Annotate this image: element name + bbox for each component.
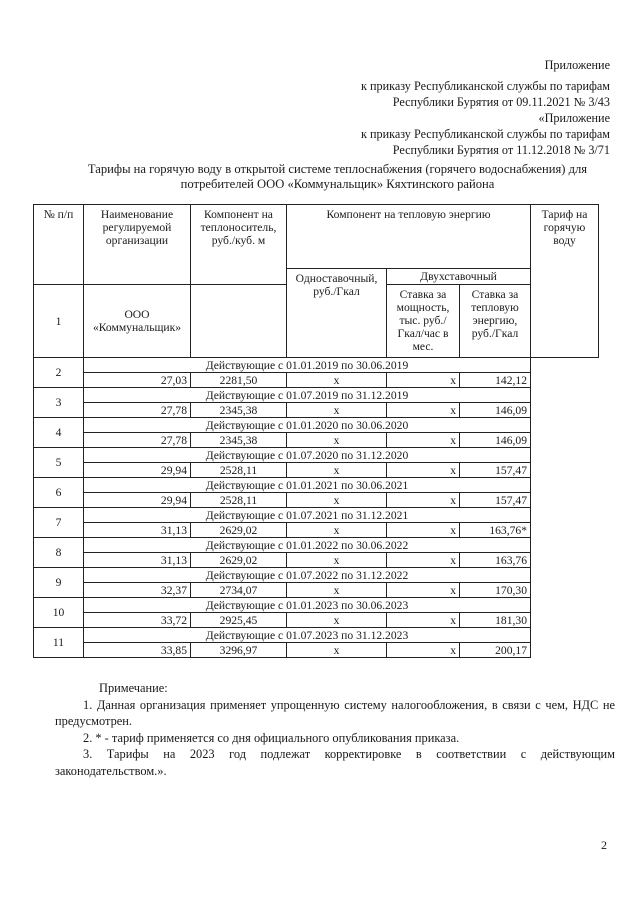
- period-label: Действующие с 01.01.2020 по 30.06.2020: [84, 418, 531, 433]
- power-rate-value: x: [287, 523, 387, 538]
- header-double: Двухставочный: [387, 269, 531, 285]
- single-rate-value: 2528,11: [191, 463, 287, 478]
- single-rate-value: 2345,38: [191, 403, 287, 418]
- row-number: 4: [34, 418, 84, 448]
- single-rate-value: 2734,07: [191, 583, 287, 598]
- period-row: [34, 448, 599, 463]
- notes-label: Примечание:: [99, 681, 168, 695]
- header-num: № п/п: [34, 205, 84, 285]
- notes-section: [55, 680, 615, 779]
- tariff-value: 157,47: [460, 493, 531, 508]
- header-line: Приложение: [544, 58, 610, 72]
- header-line: «Приложение: [538, 111, 610, 125]
- table-body: [34, 358, 599, 658]
- row-number: 8: [34, 538, 84, 568]
- period-row: [34, 508, 599, 523]
- row-number: 9: [34, 568, 84, 598]
- carrier-value: 29,94: [84, 463, 191, 478]
- power-rate-value: x: [287, 463, 387, 478]
- document-title: Тарифы на горячую воду в открытой системе теплоснабжения (горячего водоснабжения) для потребителей ООО «Коммунальщик» Кяхтинского района: [87, 162, 588, 191]
- tariff-value: 157,47: [460, 463, 531, 478]
- period-label: Действующие с 01.01.2021 по 30.06.2021: [84, 478, 531, 493]
- carrier-value: 27,78: [84, 403, 191, 418]
- single-rate-value: 2629,02: [191, 523, 287, 538]
- carrier-value: 31,13: [84, 553, 191, 568]
- single-rate-value: 2925,45: [191, 613, 287, 628]
- header-line: Республики Бурятия от 11.12.2018 № 3/71: [392, 143, 610, 157]
- note-item: 2. * - тариф применяется со дня официального опубликования приказа.: [83, 730, 460, 745]
- table-header-row: [34, 205, 599, 269]
- period-row: [34, 598, 599, 613]
- heat-rate-value: x: [387, 373, 460, 388]
- period-label: Действующие с 01.07.2019 по 31.12.2019: [84, 388, 531, 403]
- period-label: Действующие с 01.07.2023 по 31.12.2023: [84, 628, 531, 643]
- period-row: [34, 358, 599, 373]
- period-row: [34, 568, 599, 583]
- period-row: [34, 478, 599, 493]
- single-rate-value: 2629,02: [191, 553, 287, 568]
- page-number: 2: [601, 838, 607, 852]
- row-number: 11: [34, 628, 84, 658]
- tariff-value: 163,76*: [460, 523, 531, 538]
- power-rate-value: x: [287, 643, 387, 658]
- single-rate-value: 2345,38: [191, 433, 287, 448]
- tariff-value: 181,30: [460, 613, 531, 628]
- carrier-value: 33,85: [84, 643, 191, 658]
- tariff-value: 163,76: [460, 553, 531, 568]
- carrier-value: 27,03: [84, 373, 191, 388]
- power-rate-value: x: [287, 433, 387, 448]
- tariff-value: 142,12: [460, 373, 531, 388]
- table-row: [34, 553, 599, 568]
- row-number: 2: [34, 358, 84, 388]
- period-label: Действующие с 01.07.2020 по 31.12.2020: [84, 448, 531, 463]
- table-row: [34, 433, 599, 448]
- heat-rate-value: x: [387, 493, 460, 508]
- row-number: 5: [34, 448, 84, 478]
- heat-rate-value: x: [387, 583, 460, 598]
- single-rate-value: 2528,11: [191, 493, 287, 508]
- table-row: [34, 613, 599, 628]
- row-number: 7: [34, 508, 84, 538]
- single-rate-value: 3296,97: [191, 643, 287, 658]
- power-rate-value: x: [287, 373, 387, 388]
- single-rate-value: 2281,50: [191, 373, 287, 388]
- period-label: Действующие с 01.07.2022 по 31.12.2022: [84, 568, 531, 583]
- table-row: [34, 373, 599, 388]
- header-energy: Компонент на тепловую энергию: [287, 205, 531, 269]
- carrier-value: 31,13: [84, 523, 191, 538]
- period-label: Действующие с 01.01.2022 по 30.06.2022: [84, 538, 531, 553]
- note-item: 3. Тарифы на 2023 год подлежат корректировке в соответствии с действующим законодательством.».: [55, 747, 615, 778]
- tariff-table: [33, 204, 599, 658]
- heat-rate-value: x: [387, 523, 460, 538]
- tariff-value: 146,09: [460, 403, 531, 418]
- period-label: Действующие с 01.07.2021 по 31.12.2021: [84, 508, 531, 523]
- power-rate-value: x: [287, 553, 387, 568]
- carrier-value: 29,94: [84, 493, 191, 508]
- header-heat: Ставка за тепловую энергию, руб./Гкал: [460, 285, 531, 358]
- carrier-value: 32,37: [84, 583, 191, 598]
- header-line: к приказу Республиканской службы по тарифам: [361, 79, 610, 93]
- row-number: 3: [34, 388, 84, 418]
- org-name-cell: ООО «Коммунальщик»: [84, 285, 191, 358]
- heat-rate-value: x: [387, 613, 460, 628]
- header-org: Наименование регулируемой организации: [84, 205, 191, 285]
- period-row: [34, 388, 599, 403]
- heat-rate-value: x: [387, 643, 460, 658]
- first-row-num: 1: [34, 285, 84, 358]
- power-rate-value: x: [287, 403, 387, 418]
- header-line: к приказу Республиканской службы по тарифам: [361, 127, 610, 141]
- power-rate-value: x: [287, 583, 387, 598]
- power-rate-value: x: [287, 613, 387, 628]
- header-line: Республики Бурятия от 09.11.2021 № 3/43: [392, 95, 610, 109]
- table-row: [34, 403, 599, 418]
- table-row: [34, 523, 599, 538]
- row-number: 6: [34, 478, 84, 508]
- table-row: [34, 493, 599, 508]
- heat-rate-value: x: [387, 553, 460, 568]
- carrier-value: 27,78: [84, 433, 191, 448]
- heat-rate-value: x: [387, 463, 460, 478]
- note-item: 1. Данная организация применяет упрощенную систему налогообложения, в связи с чем, НДС не предусмотрен.: [55, 697, 615, 728]
- table-row: [34, 583, 599, 598]
- header-tariff: Тариф на горячую воду: [531, 205, 599, 358]
- carrier-value: 33,72: [84, 613, 191, 628]
- tariff-value: 200,17: [460, 643, 531, 658]
- heat-rate-value: x: [387, 433, 460, 448]
- period-label: Действующие с 01.01.2023 по 30.06.2023: [84, 598, 531, 613]
- period-row: [34, 538, 599, 553]
- heat-rate-value: x: [387, 403, 460, 418]
- header-carrier: Компонент на теплоноситель, руб./куб. м: [191, 205, 287, 285]
- period-row: [34, 628, 599, 643]
- table-row: [34, 463, 599, 478]
- tariff-value: 146,09: [460, 433, 531, 448]
- header-power: Ставка за мощность, тыс. руб./Гкал/час в мес.: [387, 285, 460, 358]
- empty-cell: [191, 285, 287, 358]
- power-rate-value: x: [287, 493, 387, 508]
- tariff-value: 170,30: [460, 583, 531, 598]
- period-row: [34, 418, 599, 433]
- row-number: 10: [34, 598, 84, 628]
- period-label: Действующие с 01.01.2019 по 30.06.2019: [84, 358, 531, 373]
- header-single: Одноставочный, руб./Гкал: [287, 269, 387, 358]
- table-row: [34, 643, 599, 658]
